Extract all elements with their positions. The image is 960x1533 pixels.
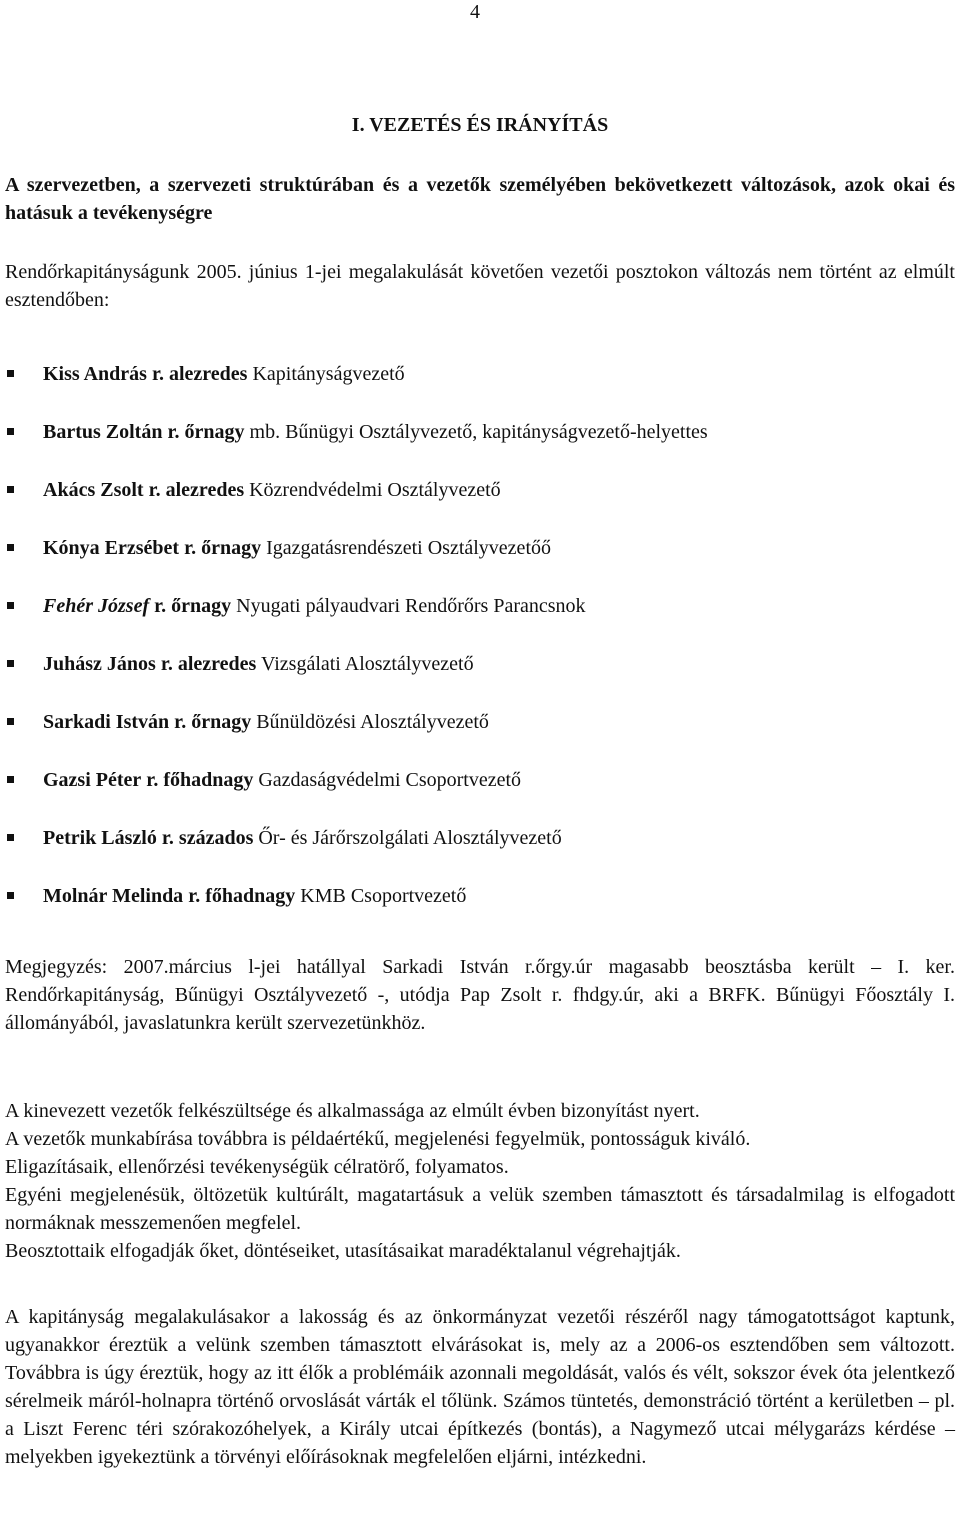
square-bullet-icon xyxy=(7,776,14,783)
assessment-paragraph xyxy=(5,1097,955,1265)
list-item xyxy=(5,650,955,708)
leader-name: Bartus Zoltán xyxy=(43,421,163,443)
note-text: Megjegyzés: 2007.március l-jei hatállyal Sarkadi István r.őrgy.úr magasabb beosztásba került – I. ker. Rendőrkapitányság, Bűnügyi Osztályvezető -, utódja Pap Zsolt r. fhdgy.úr, aki a BRFK. Bűnügyi Főosztály I. állományából, javaslatunkra került szervezetünkhöz. xyxy=(5,956,955,1034)
list-item xyxy=(5,824,955,882)
chapter-title: I. VEZETÉS ÉS IRÁNYÍTÁS xyxy=(351,114,609,136)
leaders-list xyxy=(5,360,955,940)
leader-position: Vizsgálati Alosztályvezető xyxy=(260,653,474,675)
square-bullet-icon xyxy=(7,370,14,377)
leader-rank: r. főhadnagy xyxy=(146,769,254,791)
square-bullet-icon xyxy=(7,544,14,551)
leader-rank: r. alezredes xyxy=(148,479,245,501)
leader-rank: r. főhadnagy xyxy=(188,885,296,907)
relations-text: A kapitányság megalakulásakor a lakosság és az önkormányzat vezetői részéről nagy támogatottságot kaptunk, ugyanakkor éreztük a velünk szemben támasztott elvárásokat is, mely az a 2006-os esztendőben sem változott. Továbbra is úgy éreztük, hogy az itt élők a problémáik azonnali megoldását, valós és vélt, sokszor évek óta jelentkező sérelmeik máról-holnapra történő orvoslását várták el tőlünk. Számos tüntetés, demonstráció történt a kerületben – pl. a Liszt Ferenc téri szórakozóhelyek, a Király utcai építkezés (bontás), a Nagymező utcai mélygarázs kérdése – melyekben igyekeztünk a törvényi előírásoknak megfelelően eljárni, intézkedni. xyxy=(5,1306,955,1468)
list-item xyxy=(5,534,955,592)
list-item xyxy=(5,708,955,766)
leader-rank: r. alezredes xyxy=(151,363,248,385)
leader-position: Nyugati pályaudvari Rendőrőrs Parancsnok xyxy=(236,595,586,617)
leader-rank: r. őrnagy xyxy=(184,537,262,559)
leader-position: Kapitányságvezető xyxy=(252,363,405,385)
leader-position: Gazdaságvédelmi Csoportvezető xyxy=(258,769,522,791)
leader-name: Petrik László xyxy=(43,827,157,849)
leader-position: Bűnüldözési Alosztályvezető xyxy=(256,711,489,733)
leader-position: Közrendvédelmi Osztályvezető xyxy=(249,479,501,501)
list-item xyxy=(5,360,955,418)
list-item xyxy=(5,766,955,824)
square-bullet-icon xyxy=(7,428,14,435)
relations-paragraph xyxy=(5,1303,955,1471)
square-bullet-icon xyxy=(7,892,14,899)
leader-position: mb. Bűnügyi Osztályvezető, kapitányságvezető-helyettes xyxy=(249,421,708,443)
list-item xyxy=(5,592,955,650)
leader-name: Fehér József xyxy=(43,595,150,617)
assessment-line: A kinevezett vezetők felkészültsége és alkalmassága az elmúlt évben bizonyítást nyert. xyxy=(5,1100,700,1122)
leader-name: Sarkadi István xyxy=(43,711,170,733)
square-bullet-icon xyxy=(7,834,14,841)
assessment-line: Beosztottaik elfogadják őket, döntéseiket, utasításaikat maradéktalanul végrehajtják. xyxy=(5,1240,681,1262)
leader-rank: r. százados xyxy=(161,827,254,849)
leader-position: Igazgatásrendészeti Osztályvezetőő xyxy=(266,537,551,559)
assessment-line: Egyéni megjelenésük, öltözetük kultúrált, magatartásuk a velük szemben támasztott és társadalmilag is elfogadott normáknak messzemenően megfelel. xyxy=(5,1184,955,1234)
leader-rank: r. őrnagy xyxy=(154,595,232,617)
leader-name: Kónya Erzsébet xyxy=(43,537,180,559)
leader-name: Molnár Melinda xyxy=(43,885,184,907)
intro-text: Rendőrkapitányságunk 2005. június 1-jei megalakulását követően vezetői posztokon változás nem történt az elmúlt esztendőben: xyxy=(5,261,955,311)
intro-paragraph xyxy=(5,258,955,314)
note-paragraph xyxy=(5,953,955,1037)
leader-name: Kiss András xyxy=(43,363,147,385)
square-bullet-icon xyxy=(7,486,14,493)
leader-rank: r. őrnagy xyxy=(174,711,252,733)
leader-name: Akács Zsolt xyxy=(43,479,144,501)
leader-rank: r. őrnagy xyxy=(167,421,245,443)
list-item xyxy=(5,476,955,534)
leader-rank: r. alezredes xyxy=(160,653,257,675)
assessment-line: Eligazításaik, ellenőrzési tevékenységük célratörő, folyamatos. xyxy=(5,1156,509,1178)
leader-position: Őr- és Járőrszolgálati Alosztályvezető xyxy=(258,827,562,849)
square-bullet-icon xyxy=(7,718,14,725)
list-item xyxy=(5,418,955,476)
section-heading: A szervezetben, a szervezeti struktúrában és a vezetők személyében bekövetkezett változások, azok okai és hatásuk a tevékenységre xyxy=(5,174,955,224)
square-bullet-icon xyxy=(7,660,14,667)
assessment-line: A vezetők munkabírása továbbra is példaértékű, megjelenési fegyelmük, pontosságuk kiváló. xyxy=(5,1128,751,1150)
leader-name: Gazsi Péter xyxy=(43,769,142,791)
page-number: 4 xyxy=(470,1,480,23)
square-bullet-icon xyxy=(7,602,14,609)
leader-position: KMB Csoportvezető xyxy=(300,885,467,907)
list-item xyxy=(5,882,955,940)
leader-name: Juhász János xyxy=(43,653,156,675)
